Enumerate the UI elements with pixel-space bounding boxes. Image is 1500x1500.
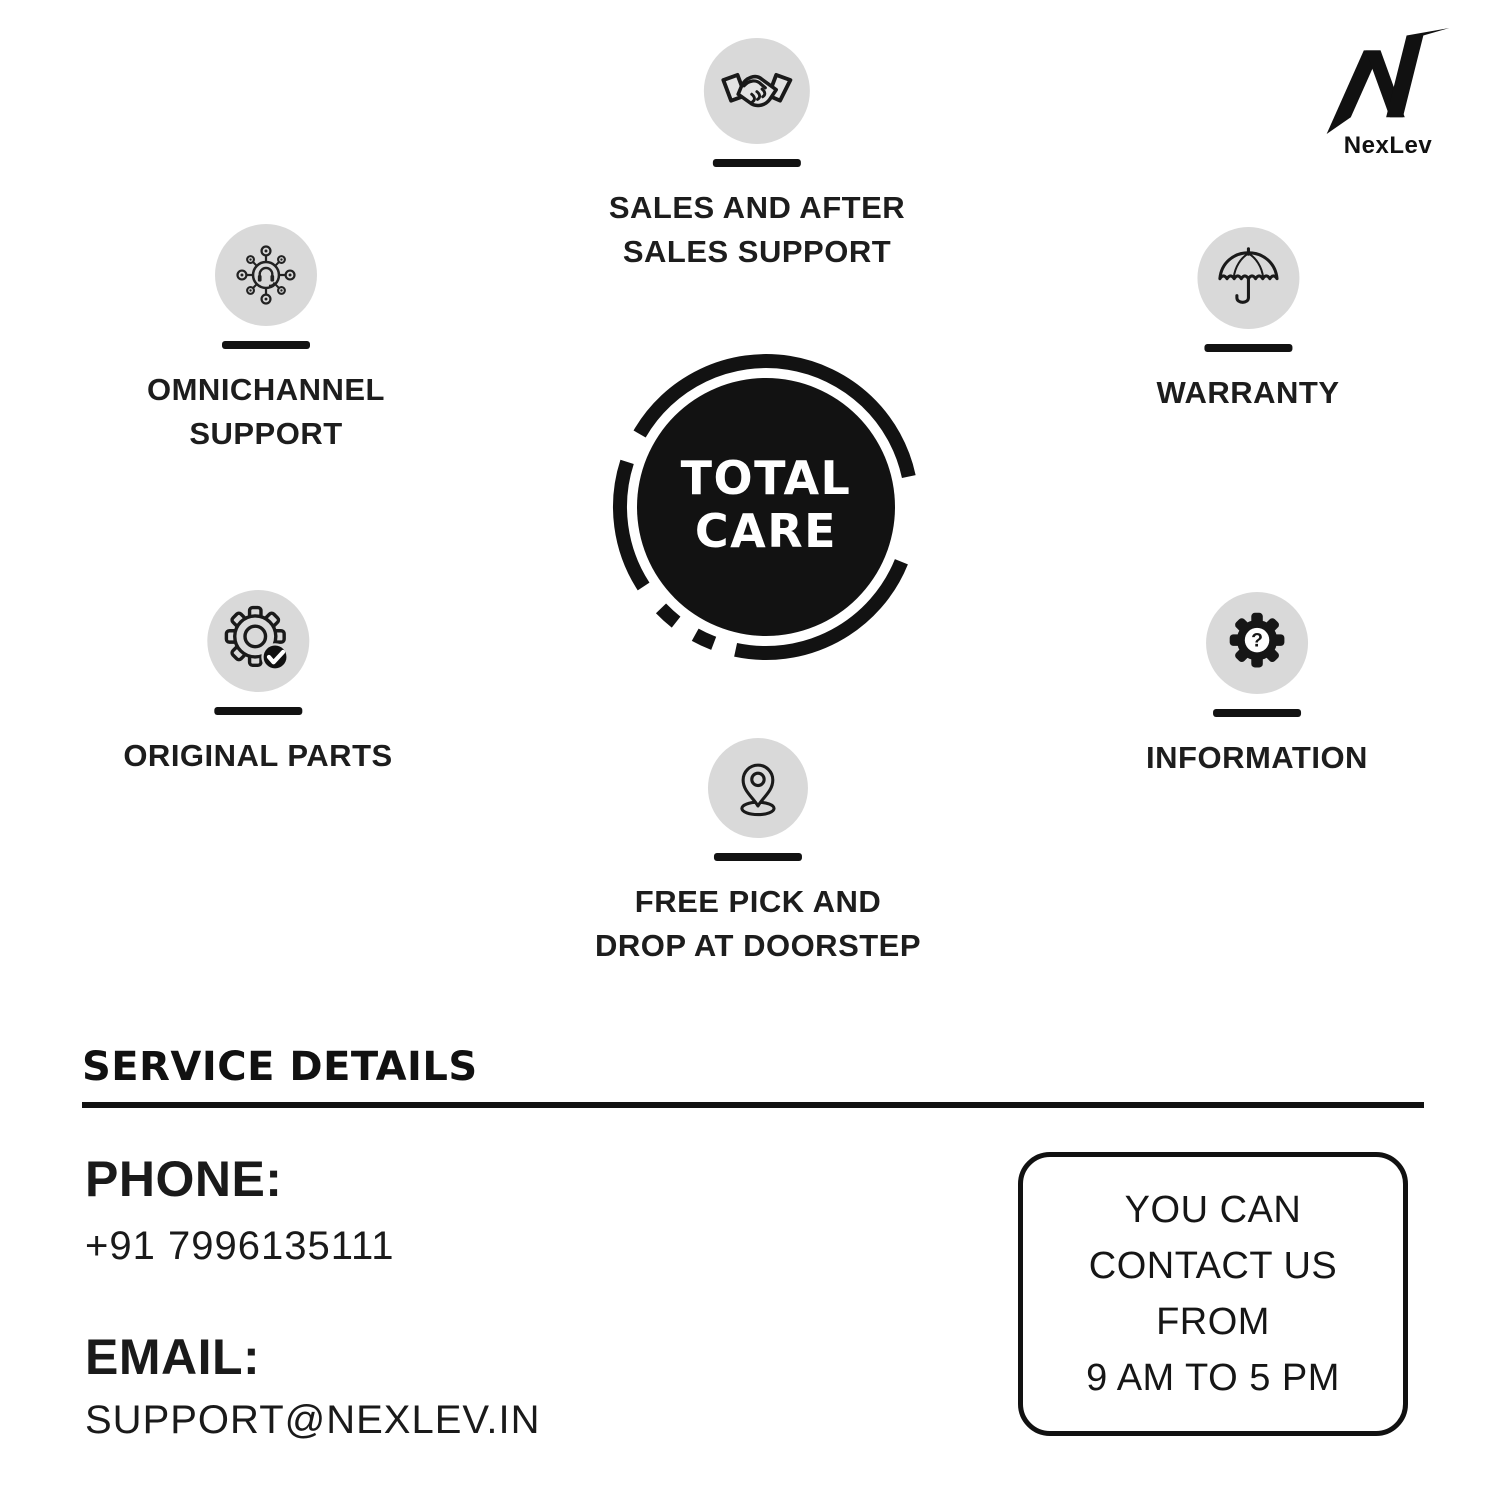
- feature-label-line: DROP AT DOORSTEP: [594, 928, 922, 963]
- feature-label: [147, 368, 385, 456]
- feature-label-line: SALES SUPPORT: [622, 234, 892, 269]
- total-care-line: CARE: [694, 504, 838, 558]
- total-care-line: TOTAL: [680, 451, 852, 505]
- service-details-heading: SERVICE DETAILS: [82, 1044, 478, 1090]
- divider: [222, 341, 310, 349]
- contact-hours-line: FROM: [1156, 1301, 1270, 1343]
- contact-hours-box: [1018, 1152, 1408, 1436]
- feature-label-line: WARRANTY: [1156, 375, 1340, 410]
- gear-check-icon: [207, 590, 309, 692]
- divider: [714, 853, 802, 861]
- email-value: SUPPORT@NEXLEV.IN: [85, 1398, 541, 1442]
- phone-label: PHONE:: [85, 1151, 283, 1207]
- divider: [713, 159, 801, 167]
- feature-pick-drop: [595, 738, 921, 968]
- feature-original-parts: [123, 590, 392, 778]
- email-label: EMAIL:: [85, 1329, 261, 1385]
- feature-label-line: SALES AND AFTER: [608, 190, 906, 225]
- heading-underline: [82, 1102, 1424, 1108]
- total-care-text: [681, 452, 852, 558]
- feature-omnichannel: [147, 224, 385, 456]
- feature-label-line: FREE PICK AND: [634, 884, 882, 919]
- contact-hours-line: 9 AM TO 5 PM: [1086, 1357, 1340, 1399]
- question-glyph: ?: [1251, 629, 1263, 652]
- gear-question-icon: [1206, 592, 1308, 694]
- feature-label-line: OMNICHANNEL: [147, 372, 385, 407]
- divider: [214, 707, 302, 715]
- feature-label-line: ORIGINAL PARTS: [123, 738, 393, 773]
- network-headset-icon: [215, 224, 317, 326]
- location-pin-icon: [708, 738, 808, 838]
- handshake-icon: [704, 38, 810, 144]
- feature-label: [1156, 371, 1339, 415]
- logo-wordmark: NexLev: [1343, 132, 1433, 159]
- divider: [1204, 344, 1292, 352]
- feature-label: [123, 734, 392, 778]
- feature-label: [609, 186, 905, 274]
- nexlev-logo: [1320, 28, 1456, 160]
- feature-label: [595, 880, 921, 968]
- nexlev-n-icon: [1325, 28, 1451, 134]
- feature-label: [1146, 736, 1368, 780]
- contact-hours-line: CONTACT US: [1088, 1245, 1338, 1287]
- divider: [1213, 709, 1301, 717]
- feature-label-line: INFORMATION: [1146, 740, 1368, 775]
- phone-value: +91 7996135111: [85, 1224, 395, 1268]
- feature-warranty: [1156, 227, 1339, 415]
- feature-label-line: SUPPORT: [189, 416, 343, 451]
- umbrella-icon: [1197, 227, 1299, 329]
- feature-information: [1146, 592, 1368, 780]
- feature-sales-support: [609, 38, 905, 274]
- contact-hours-line: YOU CAN: [1124, 1189, 1302, 1231]
